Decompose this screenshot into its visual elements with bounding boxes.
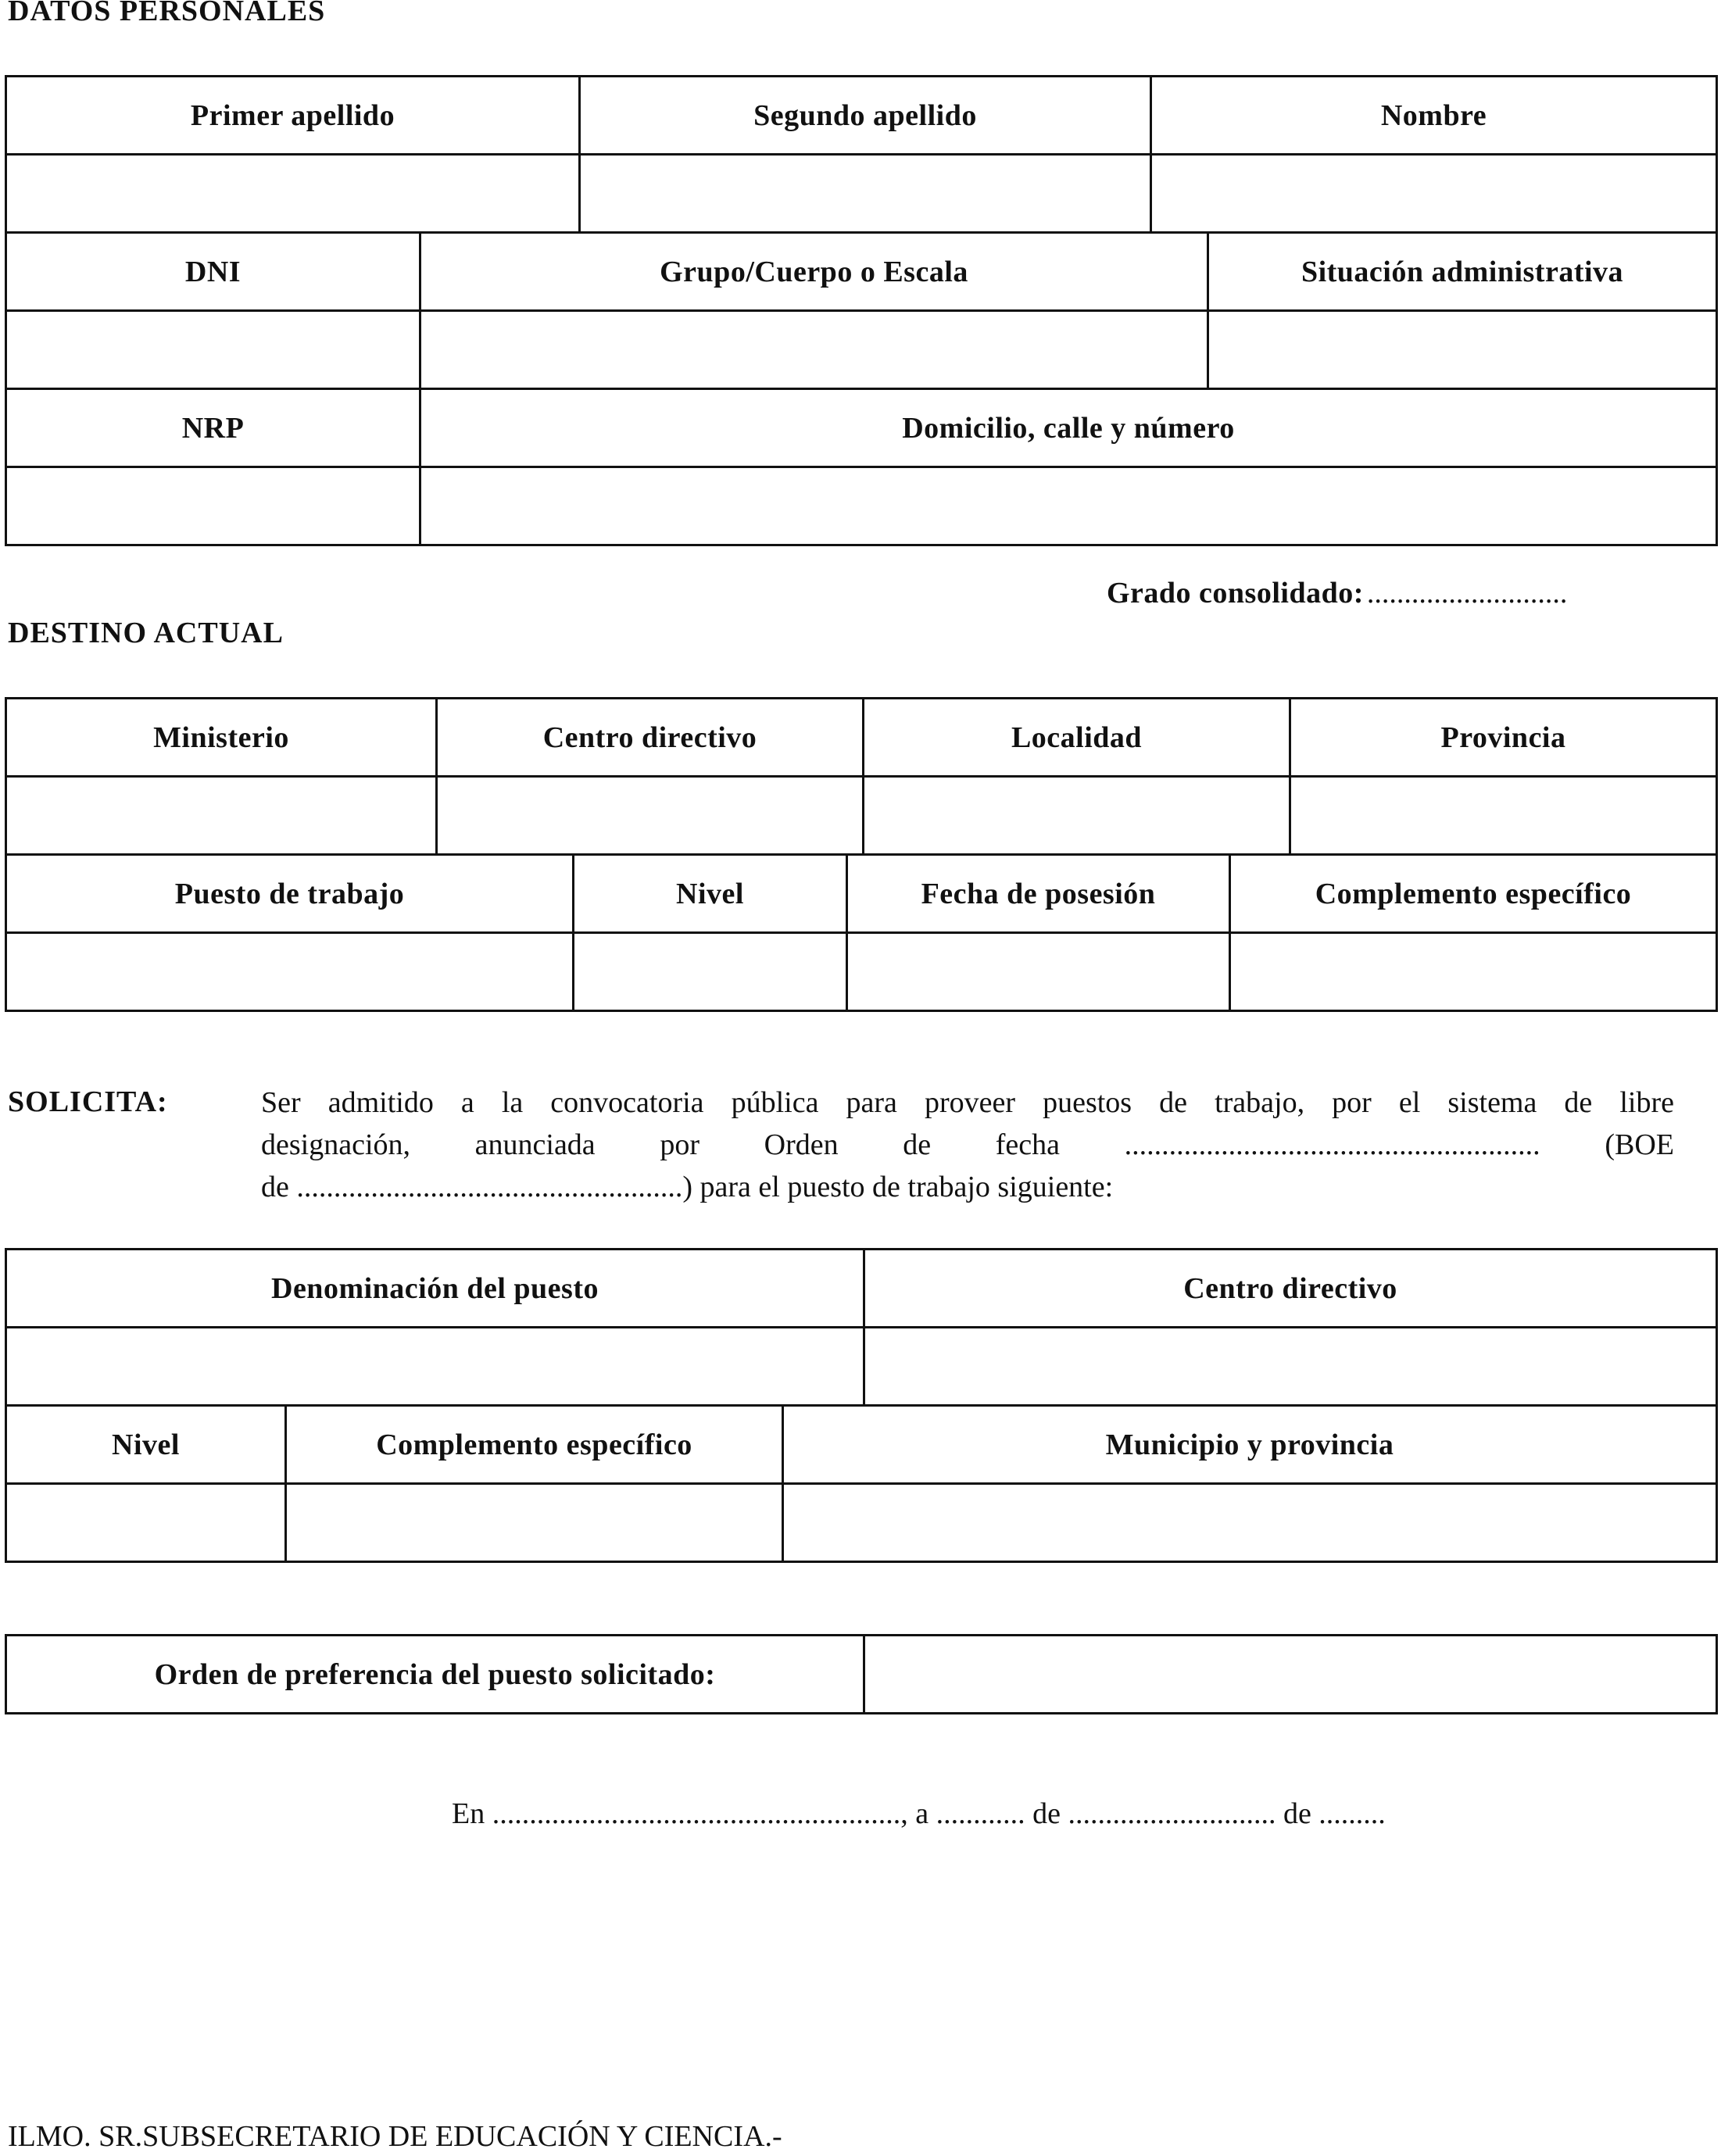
header-nombre: Nombre <box>1150 77 1716 153</box>
header-centro-directivo: Centro directivo <box>863 1250 1716 1326</box>
table-row <box>7 1326 1716 1404</box>
header-domicilio: Domicilio, calle y número <box>419 390 1716 466</box>
header-municipio-y-provincia: Municipio y provincia <box>782 1407 1716 1482</box>
dni-field[interactable] <box>7 312 419 388</box>
primer-apellido-field[interactable] <box>7 156 578 231</box>
destino-actual-table <box>5 697 1718 1012</box>
header-complemento-especifico: Complemento específico <box>1229 856 1716 931</box>
nrp-field[interactable] <box>7 468 419 544</box>
datos-personales-table <box>5 75 1718 546</box>
header-fecha-de-posesion: Fecha de posesión <box>846 856 1229 931</box>
municipio-y-provincia-field[interactable] <box>782 1485 1716 1561</box>
header-ministerio: Ministerio <box>153 720 289 754</box>
orden-preferencia-table <box>5 1634 1718 1714</box>
solicita-text <box>261 1082 1674 1208</box>
table-row <box>7 466 1716 544</box>
lugar-fecha-line[interactable]: En ......................................................., a ............ de ............................ de ......... <box>452 1797 1386 1830</box>
localidad-field[interactable] <box>862 778 1289 853</box>
grupo-cuerpo-escala-field[interactable] <box>419 312 1207 388</box>
orden-preferencia-field[interactable] <box>863 1636 1716 1712</box>
solicita-line: de ....................................................) para el puesto de trabajo siguiente: <box>261 1171 1114 1203</box>
segundo-apellido-field[interactable] <box>578 156 1150 231</box>
header-nivel: Nivel <box>572 856 846 931</box>
situacion-administrativa-field[interactable] <box>1207 312 1716 388</box>
header-primer-apellido: Primer apellido <box>190 98 395 132</box>
solicita-line: designación, anunciada por Orden de fecha ........................................................ (BOE <box>261 1128 1674 1161</box>
nivel-field[interactable] <box>572 934 846 1010</box>
complemento-especifico-field[interactable] <box>1229 934 1716 1010</box>
header-nivel: Nivel <box>112 1428 180 1461</box>
table-row <box>7 388 1716 466</box>
puesto-de-trabajo-field[interactable] <box>7 934 572 1010</box>
table-row <box>7 153 1716 231</box>
ministerio-field[interactable] <box>7 778 435 853</box>
complemento-especifico-field[interactable] <box>284 1485 782 1561</box>
header-localidad: Localidad <box>862 699 1289 775</box>
table-row <box>7 931 1716 1010</box>
table-row <box>7 775 1716 853</box>
header-nrp: NRP <box>181 411 245 445</box>
header-centro-directivo: Centro directivo <box>435 699 862 775</box>
header-grupo-cuerpo-escala: Grupo/Cuerpo o Escala <box>419 234 1207 309</box>
header-complemento-especifico: Complemento específico <box>284 1407 782 1482</box>
table-row <box>7 231 1716 309</box>
header-denominacion-del-puesto: Denominación del puesto <box>271 1271 599 1305</box>
domicilio-field[interactable] <box>419 468 1716 544</box>
centro-directivo-field[interactable] <box>435 778 862 853</box>
puesto-solicitado-table <box>5 1248 1718 1563</box>
section-title-destino-actual: DESTINO ACTUAL <box>8 617 284 649</box>
table-row <box>7 309 1716 388</box>
grado-consolidado <box>1107 576 1567 610</box>
table-row <box>7 853 1716 931</box>
destinatario: ILMO. SR.SUBSECRETARIO DE EDUCACIÓN Y CIENCIA.- <box>8 2120 782 2153</box>
section-title-datos-personales: DATOS PERSONALES <box>8 0 326 27</box>
nombre-field[interactable] <box>1150 156 1716 231</box>
table-row <box>7 1636 1716 1712</box>
header-segundo-apellido: Segundo apellido <box>578 77 1150 153</box>
header-dni: DNI <box>184 255 242 288</box>
fecha-de-posesion-field[interactable] <box>846 934 1229 1010</box>
orden-preferencia-label: Orden de preferencia del puesto solicitado: <box>154 1657 716 1691</box>
table-row <box>7 77 1716 153</box>
grado-consolidado-field[interactable]: ........................... <box>1366 577 1568 610</box>
table-row <box>7 699 1716 775</box>
solicita-label: SOLICITA: <box>8 1085 168 1118</box>
grado-consolidado-label: Grado consolidado: <box>1107 577 1364 610</box>
table-row <box>7 1482 1716 1561</box>
nivel-field[interactable] <box>7 1485 284 1561</box>
header-puesto-de-trabajo: Puesto de trabajo <box>174 877 405 910</box>
centro-directivo-field[interactable] <box>863 1328 1716 1404</box>
table-row <box>7 1404 1716 1482</box>
provincia-field[interactable] <box>1289 778 1716 853</box>
header-situacion-administrativa: Situación administrativa <box>1207 234 1716 309</box>
header-provincia: Provincia <box>1289 699 1716 775</box>
solicita-line: Ser admitido a la convocatoria pública para proveer puestos de trabajo, por el sistema de libre <box>261 1086 1674 1119</box>
table-row <box>7 1250 1716 1326</box>
denominacion-del-puesto-field[interactable] <box>7 1328 863 1404</box>
